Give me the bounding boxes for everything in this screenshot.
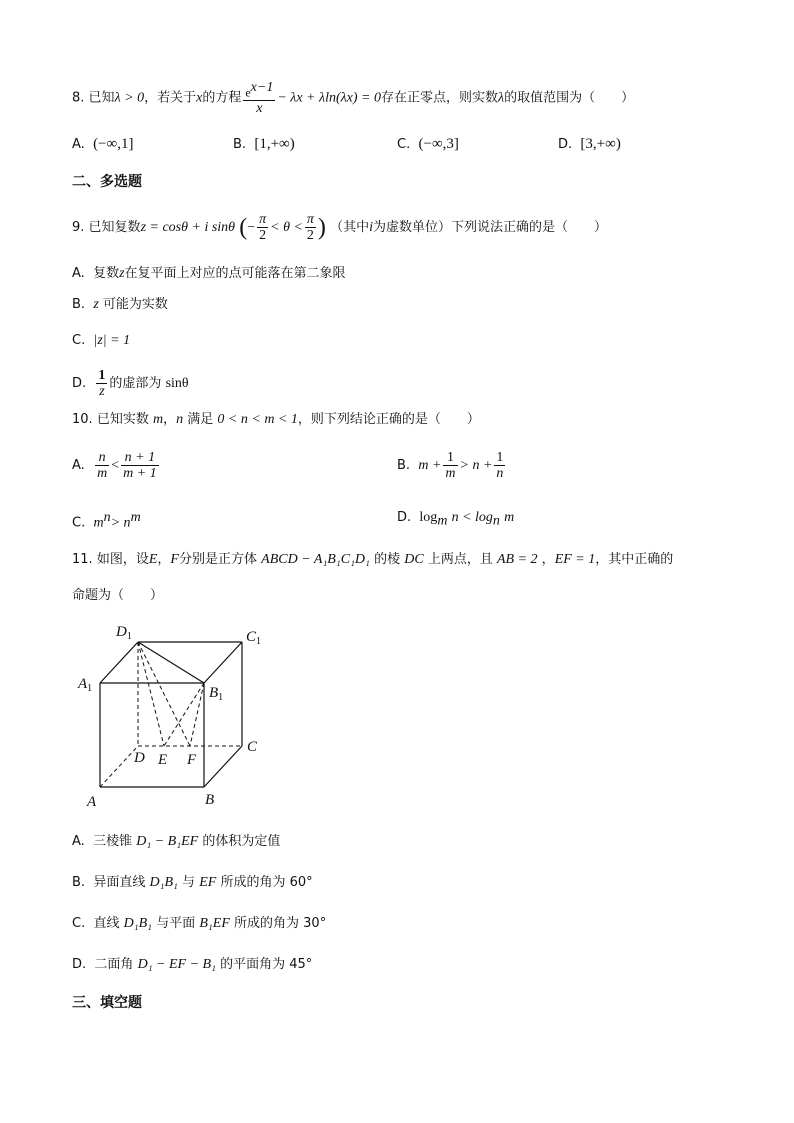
label-c1: $C_1$ xyxy=(246,629,262,647)
q8-option-a: A. (−∞,1] xyxy=(72,136,134,152)
q8-number: 8. xyxy=(72,90,85,106)
label-e: E xyxy=(158,752,168,768)
q8-option-d: D. [3,+∞) xyxy=(558,136,621,152)
label-c: C xyxy=(247,739,258,755)
q11-option-b: B. 异面直线 D₁B₁ 与 EF 所成的角为 60° xyxy=(72,875,313,890)
q11-stem: 11. 如图，设E，F分别是正方体 ABCD − A₁B₁C₁D₁ 的棱 DC 上两点，且 AB = 2 ，EF = 1，其中正确的 xyxy=(72,552,674,567)
label-f: F xyxy=(187,752,197,768)
q8-option-c: C. (−∞,3] xyxy=(397,136,459,152)
cube-figure xyxy=(70,615,270,815)
label-a1: $A_1$ xyxy=(78,676,93,694)
q8-fraction: $\frac{e^{x-1}}{x}$ xyxy=(245,80,274,117)
label-b: B xyxy=(205,792,215,808)
q11-stem-cont: 命题为（ ） xyxy=(72,588,164,603)
label-a: A xyxy=(87,794,97,810)
q8-option-b: B. [1,+∞) xyxy=(233,136,295,152)
q10-option-c: C. $m^n> n^m$ xyxy=(72,510,141,531)
q9-option-c: C. |z| = 1 xyxy=(72,333,131,348)
q11-option-c: C. 直线 D₁B₁ 与平面 B₁EF 所成的角为 30° xyxy=(72,916,327,931)
q10-option-d: D. $\log_m n < \log_n m$ xyxy=(397,510,515,529)
q9-stem: 9. 已知复数z = cosθ + i sinθ (− $\frac{\pi}{2}$ < θ < $\frac{\pi}{2}$ ) （其中i为虚数单位）下列说法正确的是（ ） xyxy=(72,212,607,243)
q9-option-b: B. z 可能为实数 xyxy=(72,297,168,312)
label-d: D xyxy=(134,750,145,766)
q10-stem: 10. 已知实数 m，n 满足 0 < n < m < 1，则下列结论正确的是（ ） xyxy=(72,412,480,427)
label-b1: $B_1$ xyxy=(209,685,224,703)
q11-option-a: A. 三棱锥 D₁ − B₁EF 的体积为定值 xyxy=(72,834,281,849)
section-heading-multiple-choice: 二、多选题 xyxy=(72,174,142,190)
section-heading-fill-in: 三、填空题 xyxy=(72,995,142,1011)
label-d1: $D_1$ xyxy=(116,624,132,642)
q10-option-a: A. $\frac{n}{m}$ < $\frac{n + 1}{m + 1}$ xyxy=(72,450,157,481)
q11-option-d: D. 二面角 D₁ − EF − B₁ 的平面角为 45° xyxy=(72,957,313,972)
q8-stem: 8. 已知λ > 0，若关于x的方程 $\frac{e^{x-1}}{x}$ − λx + λln(λx) = 0存在正零点，则实数λ的取值范围为（ ） xyxy=(72,80,635,117)
q9-option-d: D. $\frac{1}{z}$ 的虚部为 sinθ xyxy=(72,368,189,399)
q10-option-b: B. m + $\frac{1}{m}$ > n + $\frac{1}{n}$ xyxy=(397,450,504,481)
q9-option-a: A. 复数z在复平面上对应的点可能落在第二象限 xyxy=(72,266,346,281)
